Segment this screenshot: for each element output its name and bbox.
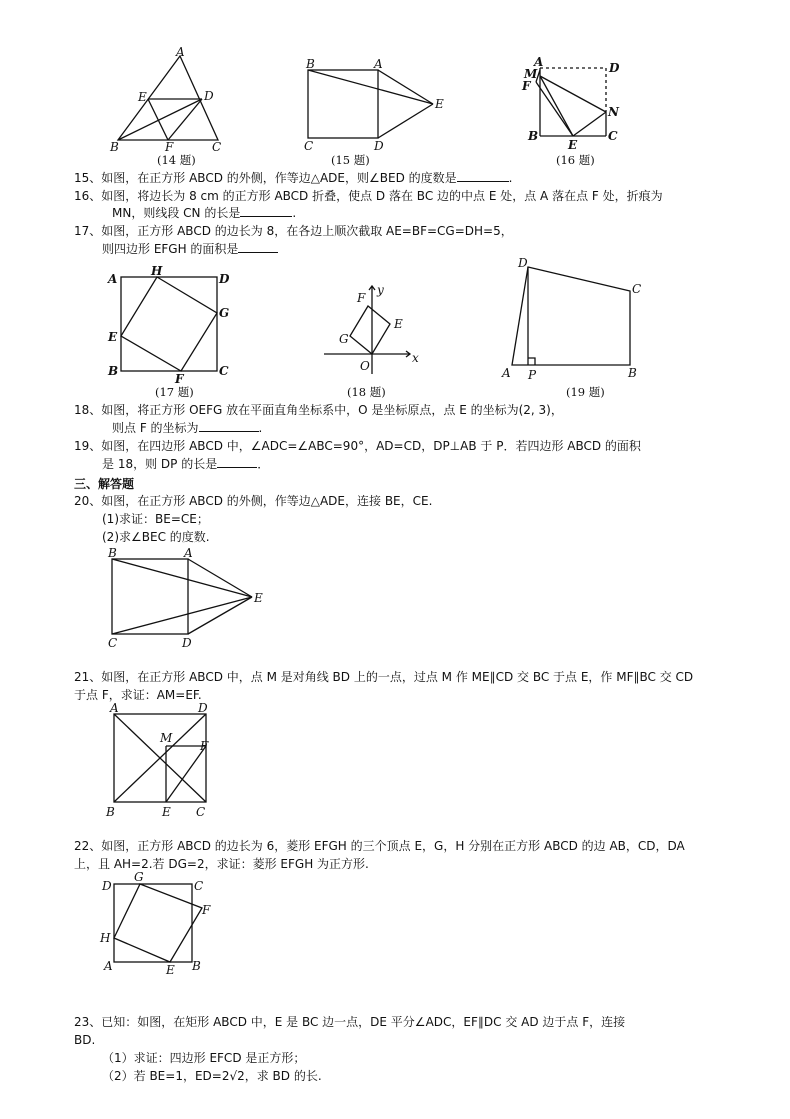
fig21-label-m: M [160,731,173,745]
figure-22-drawing [98,870,218,982]
fig21-label-d: D [198,701,208,715]
fig18-label-g: G [339,332,349,346]
question-17-line-2 [102,241,278,257]
fig18-label-o: O [360,359,370,373]
fig21-label-a: A [110,701,119,715]
question-18-line-2 [112,420,262,436]
answer-blank-19[interactable] [217,456,257,468]
figure-18 [320,282,420,378]
question-20-line-2: (1)求证：BE=CE； [102,512,209,526]
fig22-label-g: G [134,870,144,884]
fig16-label-b: B [528,129,539,143]
fig19-label-p: P [528,368,537,382]
fig22-label-b: B [192,959,201,973]
fig20-label-a: A [184,546,193,560]
question-16-line-1: 16、如图，将边长为 8 cm 的正方形 ABCD 折叠，使点 D 落在 BC 边的中点 E 处，点 A 落在点 F 处，折痕为 [74,189,663,203]
question-20-line-1: 20、如图，在正方形 ABCD 的外侧，作等边△ADE，连接 BE，CE. [74,494,433,508]
fig22-label-h: H [100,931,111,945]
fig21-label-e: E [162,805,171,819]
question-15-end: . [508,171,513,185]
fig17-label-g: G [219,306,230,320]
question-17-line-1: 17、如图，正方形 ABCD 的边长为 8，在各边上顺次截取 AE=BF=CG=DH=5， [74,224,513,238]
fig20-label-e: E [254,591,263,605]
fig14-caption: (14 题) [157,153,196,167]
question-17-text: 则四边形 EFGH 的面积是 [102,242,239,256]
question-18-end: . [258,421,263,435]
fig19-label-d: D [518,256,528,270]
fig17-label-d: D [219,272,230,286]
figure-21-drawing [104,700,219,820]
fig14-label-e: E [138,90,147,104]
figure-20 [104,545,274,653]
question-16-text: MN，则线段 CN 的长是 [112,206,241,220]
fig15-label-b: B [306,57,315,71]
fig19-label-c: C [632,282,642,296]
fig17-label-h: H [151,264,163,278]
figure-22 [98,870,218,982]
fig19-label-a: A [502,366,511,380]
fig16-label-m: M [524,67,538,81]
fig14-label-b: B [110,140,119,154]
question-23-line-2: BD. [74,1033,96,1047]
fig16-label-d: D [609,61,620,75]
fig18-label-x: x [412,351,419,365]
fig16-label-c: C [608,129,618,143]
fig22-label-f: F [202,903,211,917]
question-19-text: 是 18，则 DP 的长是 [102,457,218,471]
question-20-line-3: (2)求∠BEC 的度数. [102,530,210,544]
question-15 [74,170,512,186]
figure-17-drawing [105,264,235,386]
question-18-line-1: 18、如图，将正方形 OEFG 放在平面直角坐标系中，O 是坐标原点，点 E 的坐标为(2, 3)， [74,403,563,417]
fig20-label-c: C [108,636,118,650]
fig16-label-n: N [608,105,619,119]
question-23-line-3: （1）求证：四边形 EFCD 是正方形； [102,1051,306,1065]
fig16-label-a: A [534,55,544,69]
figure-19 [498,255,648,385]
fig15-label-d: D [374,139,384,153]
answer-blank-18[interactable] [199,420,259,432]
section-heading: 三、解答题 [74,477,135,491]
figure-14-drawing [110,45,230,154]
figure-18-drawing [320,282,420,378]
question-23-line-1: 23、已知：如图，在矩形 ABCD 中，E 是 BC 边一点，DE 平分∠ADC，EF∥DC 交 AD 边于点 F，连接 [74,1015,626,1029]
fig15-caption: (15 题) [331,153,370,167]
fig14-label-d: D [204,89,214,103]
question-16-line-2 [112,205,296,221]
figure-21 [104,700,219,820]
fig18-label-f: F [357,291,366,305]
question-15-text: 15、如图，在正方形 ABCD 的外侧，作等边△ADE，则∠BED 的度数是 [74,171,457,185]
question-19-line-1: 19、如图，在四边形 ABCD 中，∠ADC=∠ABC=90°，AD=CD，DP⊥AB 于 P．若四边形 ABCD 的面积 [74,439,641,453]
figure-17 [105,264,235,386]
fig22-label-d: D [102,879,112,893]
question-22-line-1: 22、如图，正方形 ABCD 的边长为 6，菱形 EFGH 的三个顶点 E，G，H 分别在正方形 ABCD 的边 AB，CD，DA [74,839,685,853]
figure-16 [518,52,633,152]
figure-19-drawing [498,255,648,385]
fig21-label-f: F [200,739,209,753]
fig18-caption: (18 题) [347,385,386,399]
fig16-label-f: F [522,79,531,93]
question-21-line-2: 于点 F，求证：AM=EF. [74,688,202,702]
question-22-line-2: 上，且 AH=2.若 DG=2，求证：菱形 EFGH 为正方形. [74,857,369,871]
question-19-end: ． [257,457,270,471]
fig17-caption: (17 题) [155,385,194,399]
fig20-label-b: B [108,546,117,560]
answer-blank-16[interactable] [240,205,292,217]
figure-14 [110,45,230,154]
question-19-line-2 [102,456,269,472]
question-23-line-4: （2）若 BE=1，ED=2√2，求 BD 的长. [102,1069,322,1083]
fig20-label-d: D [182,636,192,650]
fig16-caption: (16 题) [556,153,595,167]
question-21-line-1: 21、如图，在正方形 ABCD 中，点 M 是对角线 BD 上的一点，过点 M 作 ME∥CD 交 BC 于点 E，作 MF∥BC 交 CD [74,670,694,684]
fig15-label-c: C [304,139,314,153]
figure-20-drawing [104,545,274,653]
fig17-label-b: B [108,364,119,378]
fig17-label-e: E [108,330,118,344]
fig17-label-c: C [219,364,229,378]
fig21-label-b: B [106,805,115,819]
answer-blank-17[interactable] [238,241,278,253]
fig22-label-e: E [166,963,175,977]
fig19-label-b: B [628,366,637,380]
fig15-label-e: E [435,97,444,111]
question-16-end: . [292,206,297,220]
fig17-label-f: F [175,372,184,386]
fig14-label-a: A [176,45,185,59]
fig14-label-f: F [165,140,174,154]
question-18-text: 则点 F 的坐标为 [112,421,199,435]
fig16-label-e: E [568,138,578,152]
fig14-label-c: C [212,140,222,154]
fig18-label-y: y [377,283,384,297]
answer-blank-15[interactable] [457,170,509,182]
fig15-label-a: A [374,57,383,71]
figure-15-drawing [300,56,450,151]
fig22-label-c: C [194,879,204,893]
figure-16-drawing [518,52,633,152]
fig22-label-a: A [104,959,113,973]
fig17-label-a: A [108,272,118,286]
fig18-label-e: E [394,317,403,331]
figure-15 [300,56,450,151]
fig21-label-c: C [196,805,206,819]
fig19-caption: (19 题) [566,385,605,399]
